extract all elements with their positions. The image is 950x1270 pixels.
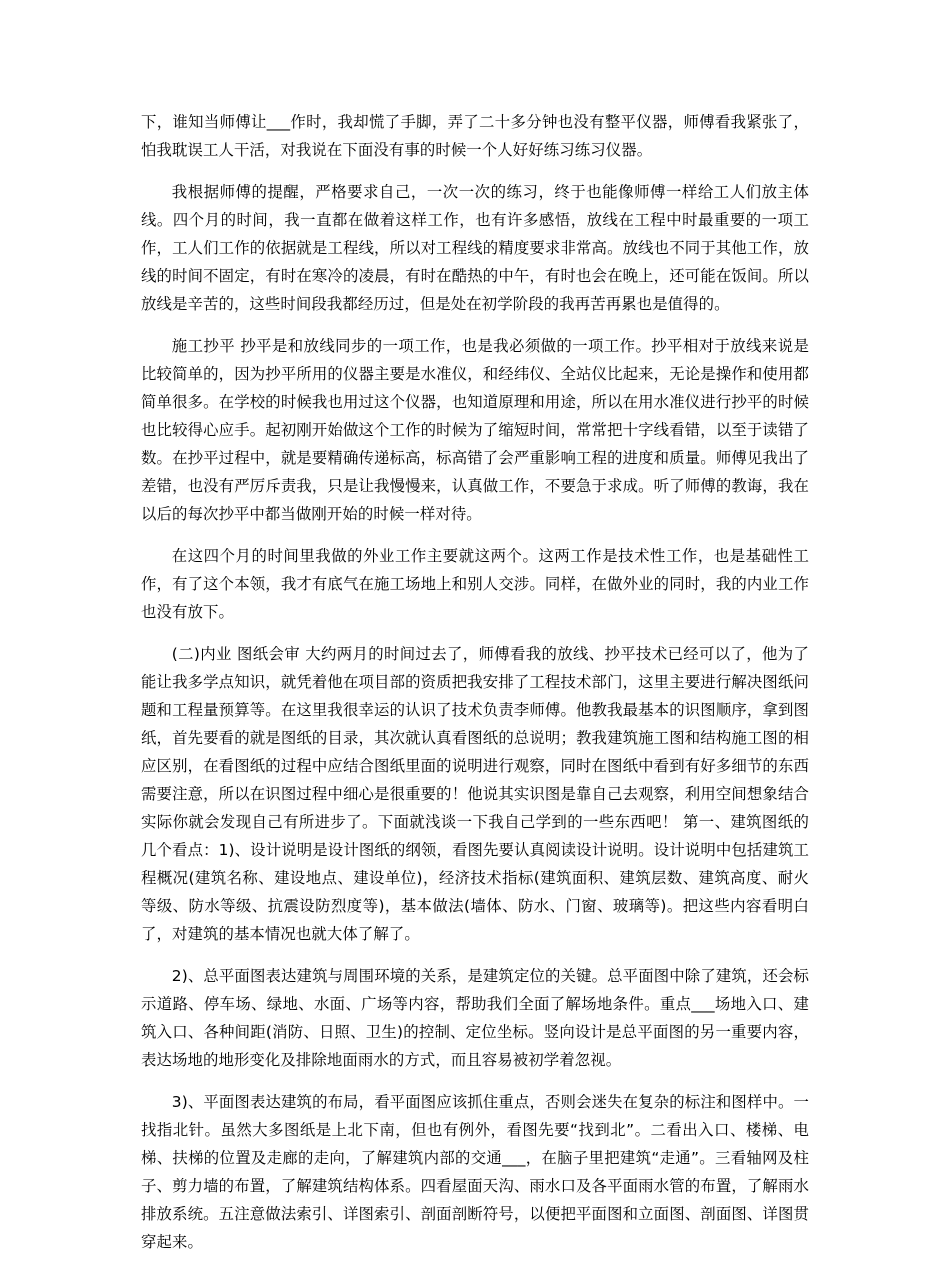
- paragraph-continuation: 下，谁知当师傅让___作时，我却慌了手脚，弄了二十多分钟也没有整平仪器，师傅看我紧张了，怕我耽误工人干活，对我说在下面没有事的时候一个人好好练习练习仪器。: [141, 113, 809, 159]
- document-body: [141, 108, 809, 1270]
- paragraph-floor-plan: 3)、平面图表达建筑的布局，看平面图应该抓住重点，否则会迷失在复杂的标注和图样中。一找指北针。虽然大多图纸是上北下南，但也有例外，看图先要“找到北”。二看出入口、楼梯、电梯、扶梯的位置及走廊的走向，了解建筑内部的交通___，在脑子里把建筑“走通”。三看轴网及柱子、剪力墙的布置，了解建筑结构体系。四看屋面天沟、雨水口及各平面雨水管的布置，了解雨水排放系统。五注意做法索引、详图索引、剖面剖断符号，以便把平面图和立面图、剖面图、详图贯穿起来。: [141, 1093, 809, 1251]
- paragraph-drawing-review: (二)内业 图纸会审 大约两月的时间过去了，师傅看我的放线、抄平技术已经可以了，他为了能让我多学点知识，就凭着他在项目部的资质把我安排了工程技术部门，这里主要进行解决图纸问题和工程量预算等。在这里我很幸运的认识了技术负责李师傅。他教我最基本的识图顺序，拿到图纸，首先要看的就是图纸的目录，其次就认真看图纸的总说明；教我建筑施工图和结构施工图的相应区别，在看图纸的过程中应结合图纸里面的说明进行观察，同时在图纸中看到有好多细节的东西需要注意，所以在识图过程中细心是很重要的！他说其实识图是靠自己去观察，利用空间想象结合实际你就会发现自己有所进步了。下面就浅谈一下我自己学到的一些东西吧！ 第一、建筑图纸的几个看点：1)、设计说明是设计图纸的纲领，看图先要认真阅读设计说明。设计说明中包括建筑工程概况(建筑名称、建设地点、建设单位)，经济技术指标(建筑面积、建筑层数、建筑高度、耐火等级、防水等级、抗震设防烈度等)，基本做法(墙体、防水、门窗、玻璃等)。把这些内容看明白了，对建筑的基本情况也就大体了解了。: [141, 645, 809, 943]
- paragraph-leveling: 施工抄平 抄平是和放线同步的一项工作，也是我必须做的一项工作。抄平相对于放线来说是比较简单的，因为抄平所用的仪器主要是水准仪，和经纬仪、全站仪比起来，无论是操作和使用都简单很多。在学校的时候我也用过这个仪器，也知道原理和用途，所以在用水准仪进行抄平的时候也比较得心应手。起初刚开始做这个工作的时候为了缩短时间，常常把十字线看错，以至于读错了数。在抄平过程中，就是要精确传递标高，标高错了会严重影响工程的进度和质量。师傅见我出了差错，也没有严厉斥责我，只是让我慢慢来，认真做工作，不要急于求成。听了师傅的教诲，我在以后的每次抄平中都当做刚开始的时候一样对待。: [141, 337, 809, 523]
- paragraph-field-work: 在这四个月的时间里我做的外业工作主要就这两个。这两工作是技术性工作，也是基础性工作，有了这个本领，我才有底气在施工场地上和别人交涉。同样，在做外业的同时，我的内业工作也没有放下。: [141, 547, 809, 621]
- paragraph-site-plan: 2)、总平面图表达建筑与周围环境的关系，是建筑定位的关键。总平面图中除了建筑，还会标示道路、停车场、绿地、水面、广场等内容，帮助我们全面了解场地条件。重点___场地入口、建筑入口、各种间距(消防、日照、卫生)的控制、定位坐标。竖向设计是总平面图的另一重要内容，表达场地的地形变化及排除地面雨水的方式，而且容易被初学着忽视。: [141, 967, 809, 1069]
- paragraph-practice: 我根据师傅的提醒，严格要求自己，一次一次的练习，终于也能像师傅一样给工人们放主体线。四个月的时间，我一直都在做着这样工作，也有许多感悟，放线在工程中时最重要的一项工作，工人们工作的依据就是工程线，所以对工程线的精度要求非常高。放线也不同于其他工作，放线的时间不固定，有时在寒冷的凌晨，有时在酷热的中午，有时也会在晚上，还可能在饭间。所以放线是辛苦的，这些时间段我都经历过，但是处在初学阶段的我再苦再累也是值得的。: [141, 183, 809, 313]
